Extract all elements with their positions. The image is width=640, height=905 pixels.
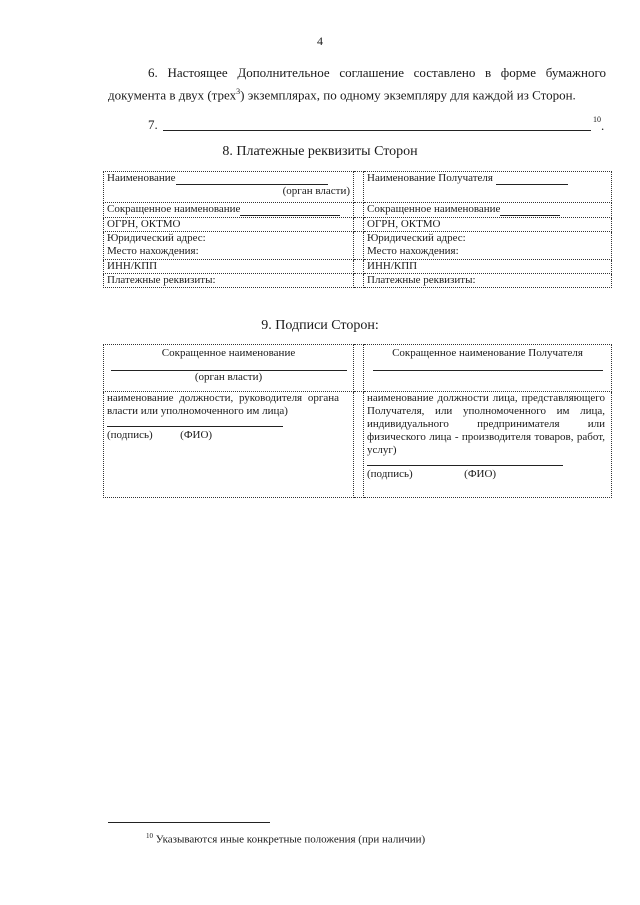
left-short-name: Сокращенное наименование (107, 203, 241, 215)
item-6-superscript: 3 (236, 87, 241, 96)
footnote-marker: 10 (146, 832, 153, 840)
right-sig-short-name: Сокращенное наименование Получателя (392, 347, 583, 359)
right-sig-body-cell (364, 392, 612, 498)
signatures-table (103, 344, 612, 498)
left-sig-body-cell (104, 392, 354, 498)
spacer-cell (354, 345, 364, 392)
left-sig-header-cell (104, 345, 354, 392)
left-position-text: наименование должности, руководителя органа власти или уполномоченного им лица) (107, 392, 339, 417)
item-6-text-part1: Настоящее Дополнительное соглашение составлено в форме бумажного документа в двух (трех (108, 65, 607, 103)
right-fio-label: (ФИО) (464, 468, 497, 480)
spacer-cell (354, 172, 364, 203)
right-sig-name-line (373, 360, 603, 371)
item-7-number: 7. (148, 117, 158, 132)
left-ogrn: ОГРН, ОКТМО (104, 218, 354, 232)
footnote (146, 832, 425, 846)
item-6-paragraph (108, 63, 606, 104)
right-legal-address: Юридический адрес: (367, 232, 466, 244)
left-location: Место нахождения: (107, 245, 199, 257)
right-ogrn: ОГРН, ОКТМО (364, 218, 612, 232)
left-signature-line (107, 418, 283, 427)
right-short-name-cell (364, 203, 612, 218)
spacer-cell (354, 260, 364, 274)
left-inn: ИНН/КПП (104, 260, 354, 274)
left-sig-short-name: Сокращенное наименование (161, 347, 296, 359)
left-legal-address: Юридический адрес: (107, 232, 206, 244)
right-inn: ИНН/КПП (364, 260, 612, 274)
left-address-cell (104, 232, 354, 260)
right-signature-line (367, 457, 563, 466)
right-name-label: Наименование Получателя (367, 172, 493, 184)
left-fio-label: (ФИО) (180, 429, 213, 441)
left-name-cell (104, 172, 354, 203)
left-sig-name-line (111, 360, 347, 371)
right-name-line (496, 184, 568, 185)
left-payment: Платежные реквизиты: (104, 274, 354, 288)
right-short-name-line (500, 215, 560, 216)
item-7-end: . (601, 118, 605, 133)
spacer-cell (354, 392, 364, 498)
right-location: Место нахождения: (367, 245, 459, 257)
left-short-name-cell (104, 203, 354, 218)
left-signature-label: (подпись) (107, 429, 153, 441)
spacer-cell (354, 274, 364, 288)
right-sig-header-cell (364, 345, 612, 392)
right-position-text: наименование должности лица, представляющего Получателя, или уполномоченного им лица, индивидуального предпринимателя или физического лица - производителя товаров, работ, услуг) (367, 392, 605, 456)
section-9-title: 9. Подписи Сторон: (261, 318, 379, 333)
spacer-cell (354, 218, 364, 232)
item-6-number: 6. (148, 65, 158, 80)
left-short-name-line (240, 215, 340, 216)
right-short-name: Сокращенное наименование (367, 203, 501, 215)
left-sig-hint: (орган власти) (194, 371, 263, 383)
left-name-hint: (орган власти) (282, 185, 350, 197)
section-8-title: 8. Платежные реквизиты Сторон (222, 144, 418, 159)
left-name-label: Наименование (107, 172, 176, 184)
footnote-separator (108, 822, 270, 823)
item-7-footnote-ref: 10 (593, 115, 601, 124)
right-address-cell (364, 232, 612, 260)
page-number: 4 (317, 34, 323, 48)
item-6-text-part2: ) экземплярах, по одному экземпляру для каждой из Сторон. (240, 87, 576, 103)
footnote-text: Указываются иные конкретные положения (при наличии) (155, 833, 426, 846)
payment-details-table (103, 171, 612, 288)
item-7-blank-line (163, 130, 591, 131)
spacer-cell (354, 203, 364, 218)
right-payment: Платежные реквизиты: (364, 274, 612, 288)
right-name-cell (364, 172, 612, 203)
right-signature-label: (подпись) (367, 468, 413, 480)
spacer-cell (354, 232, 364, 260)
